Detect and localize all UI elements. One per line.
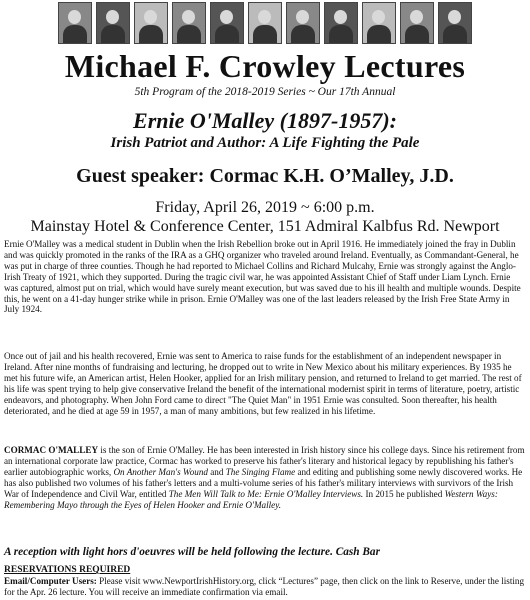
page-title: Michael F. Crowley Lectures <box>64 48 466 84</box>
series-subtitle: 5th Program of the 2018-2019 Series ~ Our 17th Annual <box>134 86 396 98</box>
book-title: Western Ways: Remembering Mayo through the Eyes of Helen Hooker and Ernie O'Malley. <box>4 488 498 510</box>
portrait-photo <box>400 2 434 44</box>
bio-text: is the son of Ernie O'Malley. He has been interested in Irish history since his college days. Since his retirement from an international corporate law practice, Cormac has worked to preserve his father's literary and historical legacy by republishing his father's earlier autobiographic works, <box>4 445 525 477</box>
lecture-title: Ernie O'Malley (1897-1957): <box>133 108 397 133</box>
reservations-heading: RESERVATIONS REQUIRED <box>4 565 131 575</box>
portrait-photo <box>248 2 282 44</box>
reservations-text: Please visit www.NewportIrishHistory.org, click “Lectures” page, then click on the link to Reserve, under the listing for the Apr. 26 lecture. You will receive an immediate confirmation via email. <box>4 576 525 597</box>
reception-note: A reception with light hors d'oeuvres will be held following the lecture. Cash Bar <box>4 546 380 558</box>
event-venue: Mainstay Hotel & Conference Center, 151 Admiral Kalbfus Rd. Newport <box>30 218 500 235</box>
reservations-instructions <box>4 576 526 598</box>
bio-text: and <box>207 466 226 477</box>
book-title: The Men Will Talk to Me: Ernie O'Malley Interviews. <box>168 488 364 499</box>
portrait-photo <box>172 2 206 44</box>
portrait-photo <box>324 2 358 44</box>
bio-text: and editing and publishing some newly discovered works. He has also published two volumes of his father's letters and a multi-volume series of his father's military interviews with survivors of the Irish War of Independence and Civil War, entitled <box>4 466 523 499</box>
portrait-photo <box>362 2 396 44</box>
portrait-photo <box>210 2 244 44</box>
portrait-photo <box>58 2 92 44</box>
portrait-photo <box>134 2 168 44</box>
lecture-subtitle: Irish Patriot and Author: A Life Fighting the Pale <box>110 135 420 151</box>
event-date: Friday, April 26, 2019 ~ 6:00 p.m. <box>155 199 375 216</box>
reservations-label: Email/Computer Users: <box>4 576 97 586</box>
book-title: On Another Man's Wound <box>113 466 208 477</box>
book-title: The Singing Flame <box>225 466 296 477</box>
portrait-photo <box>286 2 320 44</box>
portrait-strip <box>0 2 530 46</box>
speaker-name: CORMAC O'MALLEY <box>4 445 99 455</box>
guest-speaker: Guest speaker: Cormac K.H. O’Malley, J.D. <box>76 165 454 187</box>
portrait-photo <box>96 2 130 44</box>
bio-paragraph-1: Ernie O'Malley was a medical student in Dublin when the Irish Rebellion broke out in April 1916. He immediately joined the fray in Dublin and was quickly promoted in the ranks of the IRA as a GHQ organizer who traveled around Ireland. Eventually, as Commandant-General, he was put in charge of three counties. Though he had reported to Michael Collins and Richard Mulcahy, Ernie was strongly against the Anglo-Irish Treaty of 1921, which they supported. During the tragic civil war, he was appointed Assistant Chief of Staff under Liam Lynch. Ernie was captured, almost put on trial, which would have surely meant execution, but was saved due to his ill health and multiple wounds. Despite this, he went on a 41-day hunger strike while in prison. Ernie O'Malley was one of the last leaders released by the Irish Free State Army in July 1924. <box>4 239 521 315</box>
bio-paragraph-2: Once out of jail and his health recovered, Ernie was sent to America to raise funds for the establishment of an independent newspaper in Ireland. After nine months of fundraising and lecturing, he dropped out to write in New Mexico about his military experiences. By 1935 he met his future wife, an American artist, Helen Hooker, applied for an Irish military pension, and returned to Ireland to get married. The rest of his life was spent trying to help give conservative Ireland the benefit of the international modernist spirit in terms of literature, poetry, artistic endeavors, and photography. When John Ford came to direct "The Quiet Man" in 1951 Ernie was consulted. Soon thereafter, his health deteriorated, and he died at age 59 in 1957, a man of many ambitions, but few realized in his lifetime. <box>4 351 522 416</box>
portrait-photo <box>438 2 472 44</box>
speaker-bio-paragraph <box>4 445 526 510</box>
bio-text: In 2015 he published <box>363 488 445 499</box>
